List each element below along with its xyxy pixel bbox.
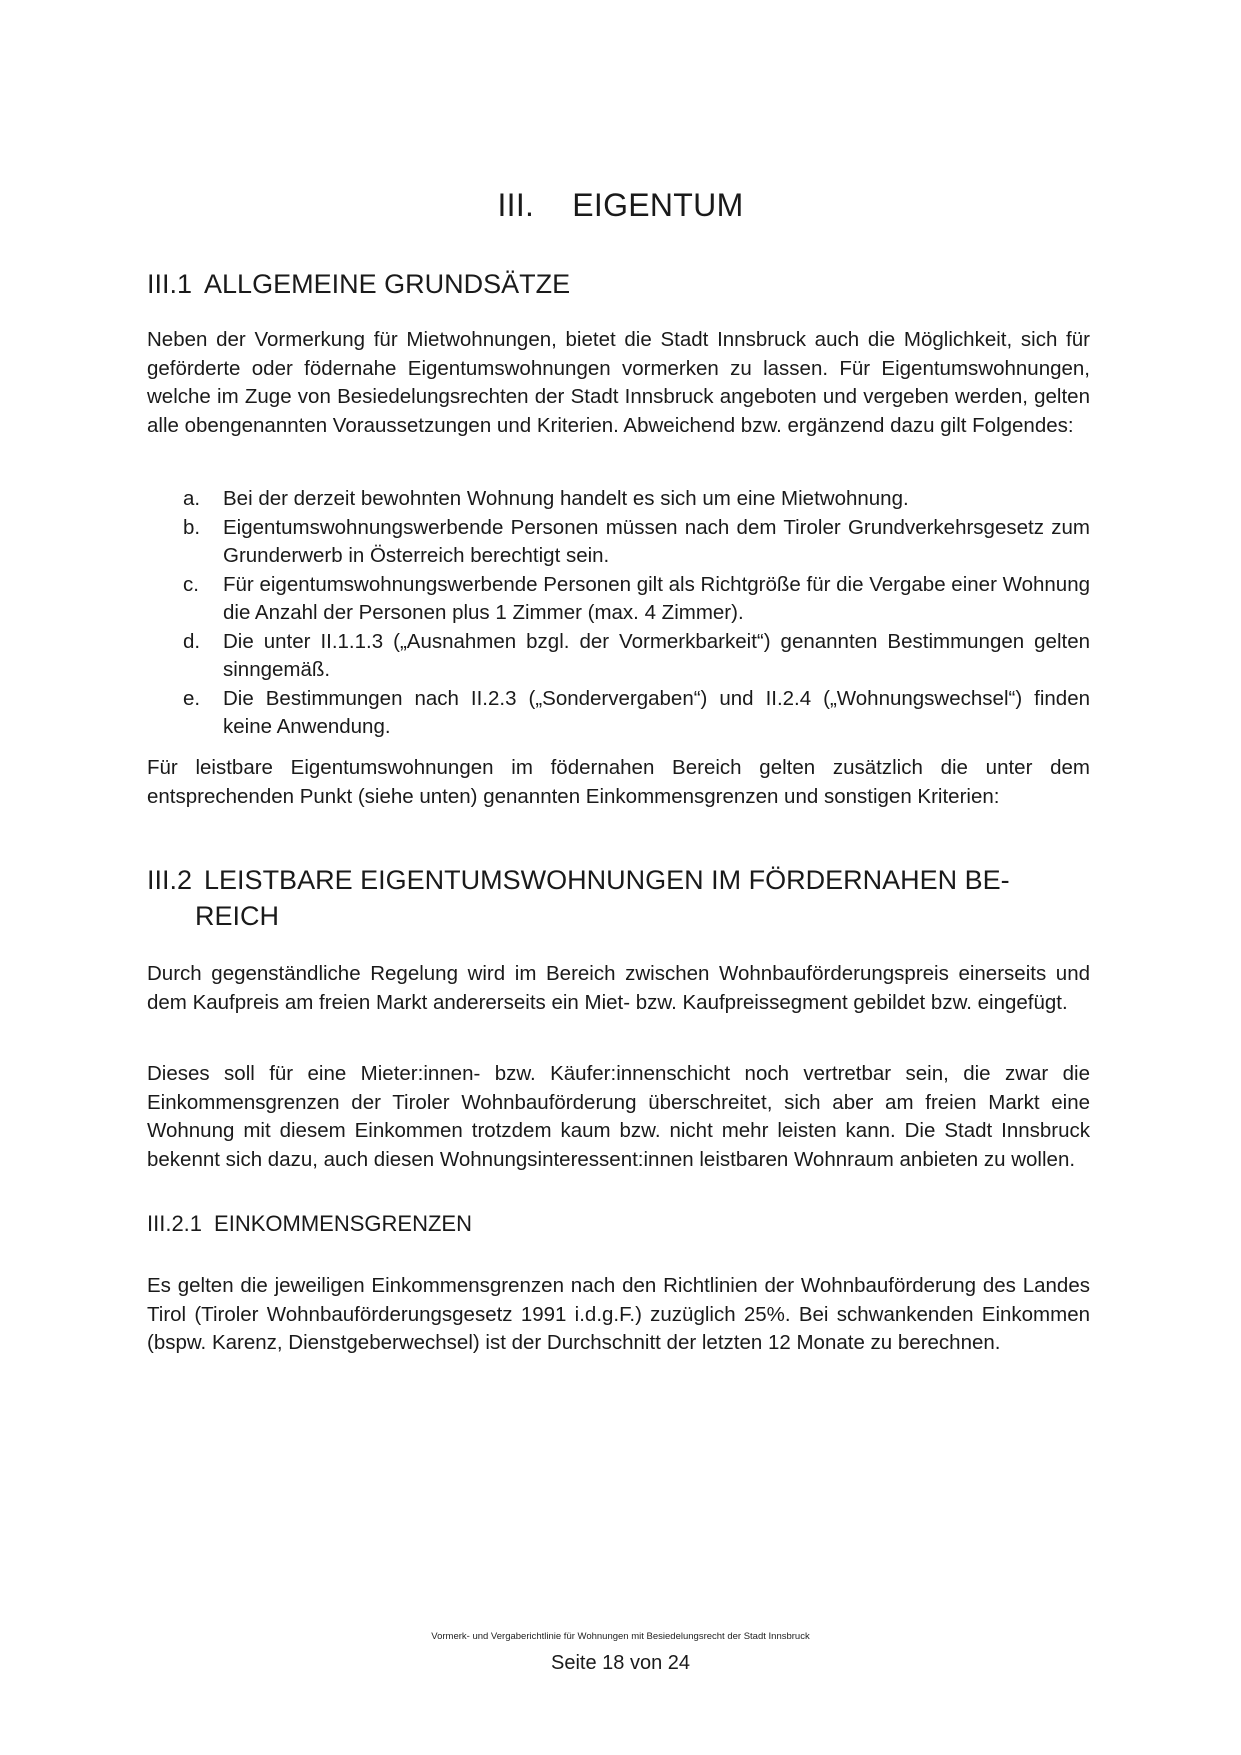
criteria-list (147, 485, 1090, 742)
section-title: ALLGEMEINE GRUNDSÄTZE (204, 269, 571, 299)
list-item (147, 571, 1090, 628)
list-item-text: Die Bestimmungen nach II.2.3 („Sondervergaben“) und II.2.4 („Wohnungswechsel“) finden keine Anwendung. (223, 686, 1090, 738)
section-number: III.2 (147, 865, 193, 895)
chapter-heading (0, 187, 1241, 224)
list-marker: c. (183, 572, 199, 596)
chapter-title-text: EIGENTUM (572, 187, 744, 223)
subsection-title: EINKOMMENSGRENZEN (214, 1211, 472, 1236)
section-number: III.1 (147, 269, 193, 299)
list-marker: e. (183, 686, 201, 710)
list-marker: a. (183, 487, 201, 510)
section-intro-paragraph: Neben der Vormerkung für Mietwohnungen, bietet die Stadt Innsbruck auch die Möglichkeit, sich für geförderte oder födernahe Eigentumswohnungen vormerken zu lassen. Für Eigentumswohnungen, welche im Zuge von Besiedelungsrechten der Stadt Innsbruck angeboten und vergeben werden, gelten alle obengenannten Voraussetzungen und Kriterien. Abweichend bzw. ergänzend dazu gilt Folgendes: (147, 328, 1090, 437)
list-item-text: Eigentumswohnungswerbende Personen müssen nach dem Tiroler Grundverkehrsgesetz zum Grunderwerb in Österreich berechtigt sein. (223, 515, 1090, 567)
section-title-line2: REICH (195, 901, 280, 931)
paragraph: Durch gegenständliche Regelung wird im Bereich zwischen Wohnbauförderungspreis einerseits und dem Kaufpreis am freien Markt andererseits ein Miet- bzw. Kaufpreissegment gebildet bzw. eingefügt. (147, 962, 1090, 1014)
list-item-text: Bei der derzeit bewohnten Wohnung handelt es sich um eine Mietwohnung. (223, 487, 909, 510)
page-number: Seite 18 von 24 (551, 1652, 690, 1674)
chapter-number: III. (497, 187, 535, 223)
subsection-heading-III-2-1 (147, 1209, 472, 1239)
list-marker: b. (183, 515, 201, 539)
list-item (147, 485, 1090, 514)
list-item-text: Die unter II.1.1.3 („Ausnahmen bzgl. der Vormerkbarkeit“) genannten Bestimmungen gelten sinngemäß. (223, 629, 1090, 681)
section-outro-paragraph: Für leistbare Eigentumswohnungen im födernahen Bereich gelten zusätzlich die unter dem entsprechenden Punkt (siehe unten) genannten Einkommensgrenzen und sonstigen Kriterien: (147, 756, 1090, 808)
list-item (147, 628, 1090, 685)
paragraph: Dieses soll für eine Mieter:innen- bzw. Käufer:innenschicht noch vertretbar sein, die zwar die Einkommensgrenzen der Tiroler Wohnbauförderung überschreitet, sich aber am freien Markt eine Wohnung mit diesem Einkommen trotzdem kaum bzw. nicht mehr leisten kann. Die Stadt Innsbruck bekennt sich dazu, auch diesen Wohnungsinteressent:innen leistbaren Wohnraum anbieten zu wollen. (147, 1062, 1090, 1171)
paragraph: Es gelten die jeweiligen Einkommensgrenzen nach den Richtlinien der Wohnbauförderung des Landes Tirol (Tiroler Wohnbauförderungsgesetz 1991 i.d.g.F.) zuzüglich 25%. Bei schwankenden Einkommen (bspw. Karenz, Dienstgeberwechsel) ist der Durchschnitt der letzten 12 Monate zu berechnen. (147, 1274, 1090, 1354)
section-heading-III-1 (147, 266, 570, 302)
list-marker: d. (183, 629, 201, 653)
section-title-line1: LEISTBARE EIGENTUMSWOHNUNGEN IM FÖRDERNAHEN BE- (204, 865, 1010, 895)
subsection-number: III.2.1 (147, 1211, 203, 1236)
list-item (147, 685, 1090, 742)
list-item (147, 514, 1090, 571)
section-heading-III-2 (147, 862, 1010, 934)
footer-document-title: Vormerk- und Vergaberichtlinie für Wohnungen mit Besiedelungsrecht der Stadt Innsbruck (431, 1631, 810, 1642)
list-item-text: Für eigentumswohnungswerbende Personen gilt als Richtgröße für die Vergabe einer Wohnung die Anzahl der Personen plus 1 Zimmer (max. 4 Zimmer). (223, 572, 1090, 624)
